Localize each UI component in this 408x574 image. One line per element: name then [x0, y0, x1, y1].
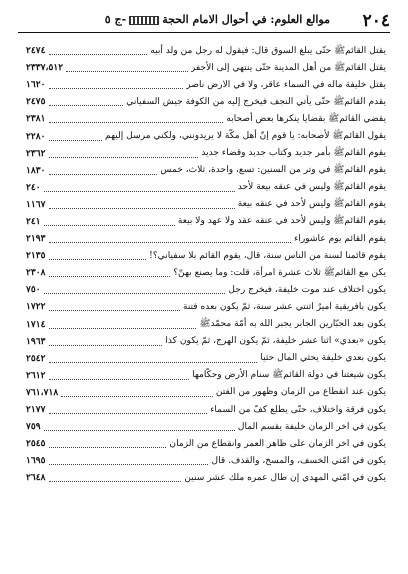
dot-leader	[49, 114, 224, 123]
dot-leader	[49, 132, 103, 141]
entry-text: يقتل القائمﷺ من أهل المدينة حتّى ينتهي إلى الأجفر	[190, 62, 386, 73]
index-entry	[26, 127, 386, 144]
entry-page-numbers: ٢٣٠٨	[26, 267, 46, 279]
volume-label: -ج ٥	[104, 13, 127, 26]
entry-page-numbers: ٢٤٠	[26, 181, 41, 193]
entry-text: يكون شيعتنا في دولة القائمﷺ سنام الأرض وحكّامها	[192, 370, 386, 381]
index-entry	[26, 350, 386, 367]
header-rule	[18, 32, 390, 33]
dot-leader	[66, 63, 188, 72]
index-entry	[26, 384, 386, 401]
index-entry	[26, 230, 386, 247]
entry-page-numbers: ١١٦٧	[26, 198, 46, 210]
entry-text: يقتل القائمﷺ حتّى يبلغ السوق قال: فيقول له رجل من ولد أبيه	[150, 45, 386, 56]
index-entry	[26, 401, 386, 418]
dot-leader	[44, 422, 235, 431]
entry-text: يقوم القائمﷺ وليس لأحد في عنقه عقد ولا عهد ولا بيعة	[177, 216, 386, 227]
dot-leader	[49, 97, 124, 106]
entry-text: يقوم القائم يوم عاشوراء	[294, 233, 386, 244]
index-list	[26, 42, 386, 486]
entry-text: يكون اختلاف عند موت خليفة، فيخرج رجل	[228, 284, 386, 295]
dot-leader	[49, 320, 197, 329]
index-entry	[26, 367, 386, 384]
index-entry	[26, 435, 386, 452]
dot-leader	[61, 388, 213, 397]
entry-page-numbers: ١٦٩٥	[26, 455, 46, 467]
dot-leader	[49, 46, 148, 55]
dot-leader	[49, 166, 158, 175]
index-entry	[26, 93, 386, 110]
entry-page-numbers: ٢١٣٥	[26, 250, 46, 262]
entry-text: يكون بعد الجبّارين الجابر يجبر الله به أمّة محمّدﷺ	[199, 319, 386, 330]
index-entry	[26, 452, 386, 469]
entry-page-numbers: ١٧١٤	[26, 318, 46, 330]
dot-leader	[49, 200, 235, 209]
entry-page-numbers: ٢٣٣٧،٥١٢	[26, 62, 64, 74]
dot-leader	[49, 234, 292, 243]
entry-page-numbers: ٢٥٤٥	[26, 438, 46, 450]
index-entry	[26, 469, 386, 486]
dot-leader	[49, 371, 190, 380]
index-entry	[26, 298, 386, 315]
entry-text: يقول القائمﷺ لأصحابه: يا قوم إنّ أهل مكّة لا يريدونني، ولكني مرسل إليهم	[105, 131, 386, 142]
index-entry	[26, 162, 386, 179]
entry-text: يكون في أمّتي الخسف، والمسخ، والقذف. قال	[211, 455, 386, 466]
entry-text: يكون بعدي خليفة يحثي المال حثياً	[260, 353, 386, 364]
entry-text: يقوم القائمﷺ في وتر من السنين: تسع، واحدة، ثلاث، خمس	[160, 165, 386, 176]
dot-leader	[49, 149, 199, 158]
entry-page-numbers: ٢٦٤٨	[26, 472, 46, 484]
entry-text: يكون عند انقطاع من الزمان وظهور من الفتن	[215, 387, 386, 398]
entry-page-numbers: ٢٤٧٥	[26, 96, 46, 108]
entry-page-numbers: ٢٤١	[26, 215, 41, 227]
running-header	[20, 10, 390, 32]
index-entry	[26, 110, 386, 127]
header-title	[20, 12, 330, 28]
entry-text: يقدم القائمﷺ حتّى يأتي النجف فيخرج إليه من الكوفة جيش السفياني	[126, 96, 386, 107]
entry-page-numbers: ٢٢٨٠	[26, 130, 46, 142]
dot-leader	[49, 439, 167, 448]
index-entry	[26, 247, 386, 264]
dot-leader	[49, 251, 147, 260]
entry-text: يقضي القائمﷺ بقضايا ينكرها بعض أصحابه	[226, 113, 386, 124]
entry-text: يقوم القائمﷺ وليس لأحد في عنقه بيعة	[237, 199, 386, 210]
index-entry	[26, 179, 386, 196]
dot-leader	[44, 285, 226, 294]
entry-page-numbers: ٢٥٤٢	[26, 352, 46, 364]
dot-leader	[49, 268, 171, 277]
index-entry	[26, 264, 386, 281]
entry-text: يكون فرقة واختلاف، حتّى يطلع كفّ من السماء	[210, 404, 386, 415]
entry-page-numbers: ٢٦١٢	[26, 369, 46, 381]
index-entry	[26, 76, 386, 93]
entry-page-numbers: ١٦٢٠	[26, 79, 46, 91]
dot-leader	[49, 354, 258, 363]
index-entry	[26, 213, 386, 230]
index-entry	[26, 196, 386, 213]
entry-page-numbers: ٧٥٩	[26, 421, 41, 433]
index-entry	[26, 59, 386, 76]
dot-leader	[49, 473, 182, 482]
entry-text: يقتل خليفة ماله في السماء عاقر، ولا في الأرض ناصر	[186, 79, 386, 90]
index-entry	[26, 316, 386, 333]
page-number: ٢٠٤	[362, 11, 390, 31]
entry-text: يكون بأفريقية أميرٌ اثنتي عشر سنة، ثمّ يكون بعده فتنة	[182, 301, 386, 312]
entry-page-numbers: ٢١٧٧	[26, 404, 46, 416]
entry-text: يقوم القائمﷺ بأمر جديد وكتاب جديد وقضاء جديد	[201, 148, 386, 159]
index-entry	[26, 418, 386, 435]
entry-text: يكن مع القائمﷺ ثلاث عشرة امرأة، قلت: وما يصنع بهنّ؟	[173, 267, 386, 278]
entry-text: يقوم قائمنا لسنة من الناس سنة، قال، يقوم القائم بلا سفياني؟!	[149, 250, 386, 261]
entry-page-numbers: ٢١٩٣	[26, 233, 46, 245]
ornament-icon	[129, 16, 159, 25]
entry-text: يكون في أمّتي المهدي إن طال عمره ملك عشر سنين	[184, 472, 386, 483]
entry-text: يكون «بعدي» اثنا عشر خليفة، ثمّ يكون الهرج، ثمّ يكون كذا	[165, 336, 386, 347]
entry-page-numbers: ٢٤٧٤	[26, 45, 46, 57]
book-title: موالع العلوم: في أحوال الامام الحجة	[162, 13, 330, 26]
dot-leader	[49, 456, 209, 465]
entry-page-numbers: ٧٦١،٧١٨	[26, 386, 59, 398]
index-entry	[26, 145, 386, 162]
entry-page-numbers: ٢٣٦٢	[26, 147, 46, 159]
entry-page-numbers: ١٩٦٣	[26, 335, 46, 347]
dot-leader	[49, 80, 184, 89]
entry-page-numbers: ١٧٢٢	[26, 301, 46, 313]
dot-leader	[49, 337, 163, 346]
index-entry	[26, 42, 386, 59]
index-entry	[26, 281, 386, 298]
dot-leader	[44, 217, 175, 226]
entry-text: يكون في آخر الزمان على ظاهر العمر وانقطاع من الزمان	[169, 438, 386, 449]
entry-text: يكون في آخر الزمان خليفة يقسم المال	[237, 421, 386, 432]
dot-leader	[44, 183, 235, 192]
dot-leader	[49, 405, 208, 414]
entry-text: يقوم القائمﷺ وليس في عنقه بيعة لأحد	[237, 182, 386, 193]
entry-page-numbers: ٢٣٨١	[26, 113, 46, 125]
entry-page-numbers: ١٨٣٠	[26, 164, 46, 176]
dot-leader	[49, 302, 180, 311]
index-entry	[26, 333, 386, 350]
entry-page-numbers: ٧٥٠	[26, 284, 41, 296]
